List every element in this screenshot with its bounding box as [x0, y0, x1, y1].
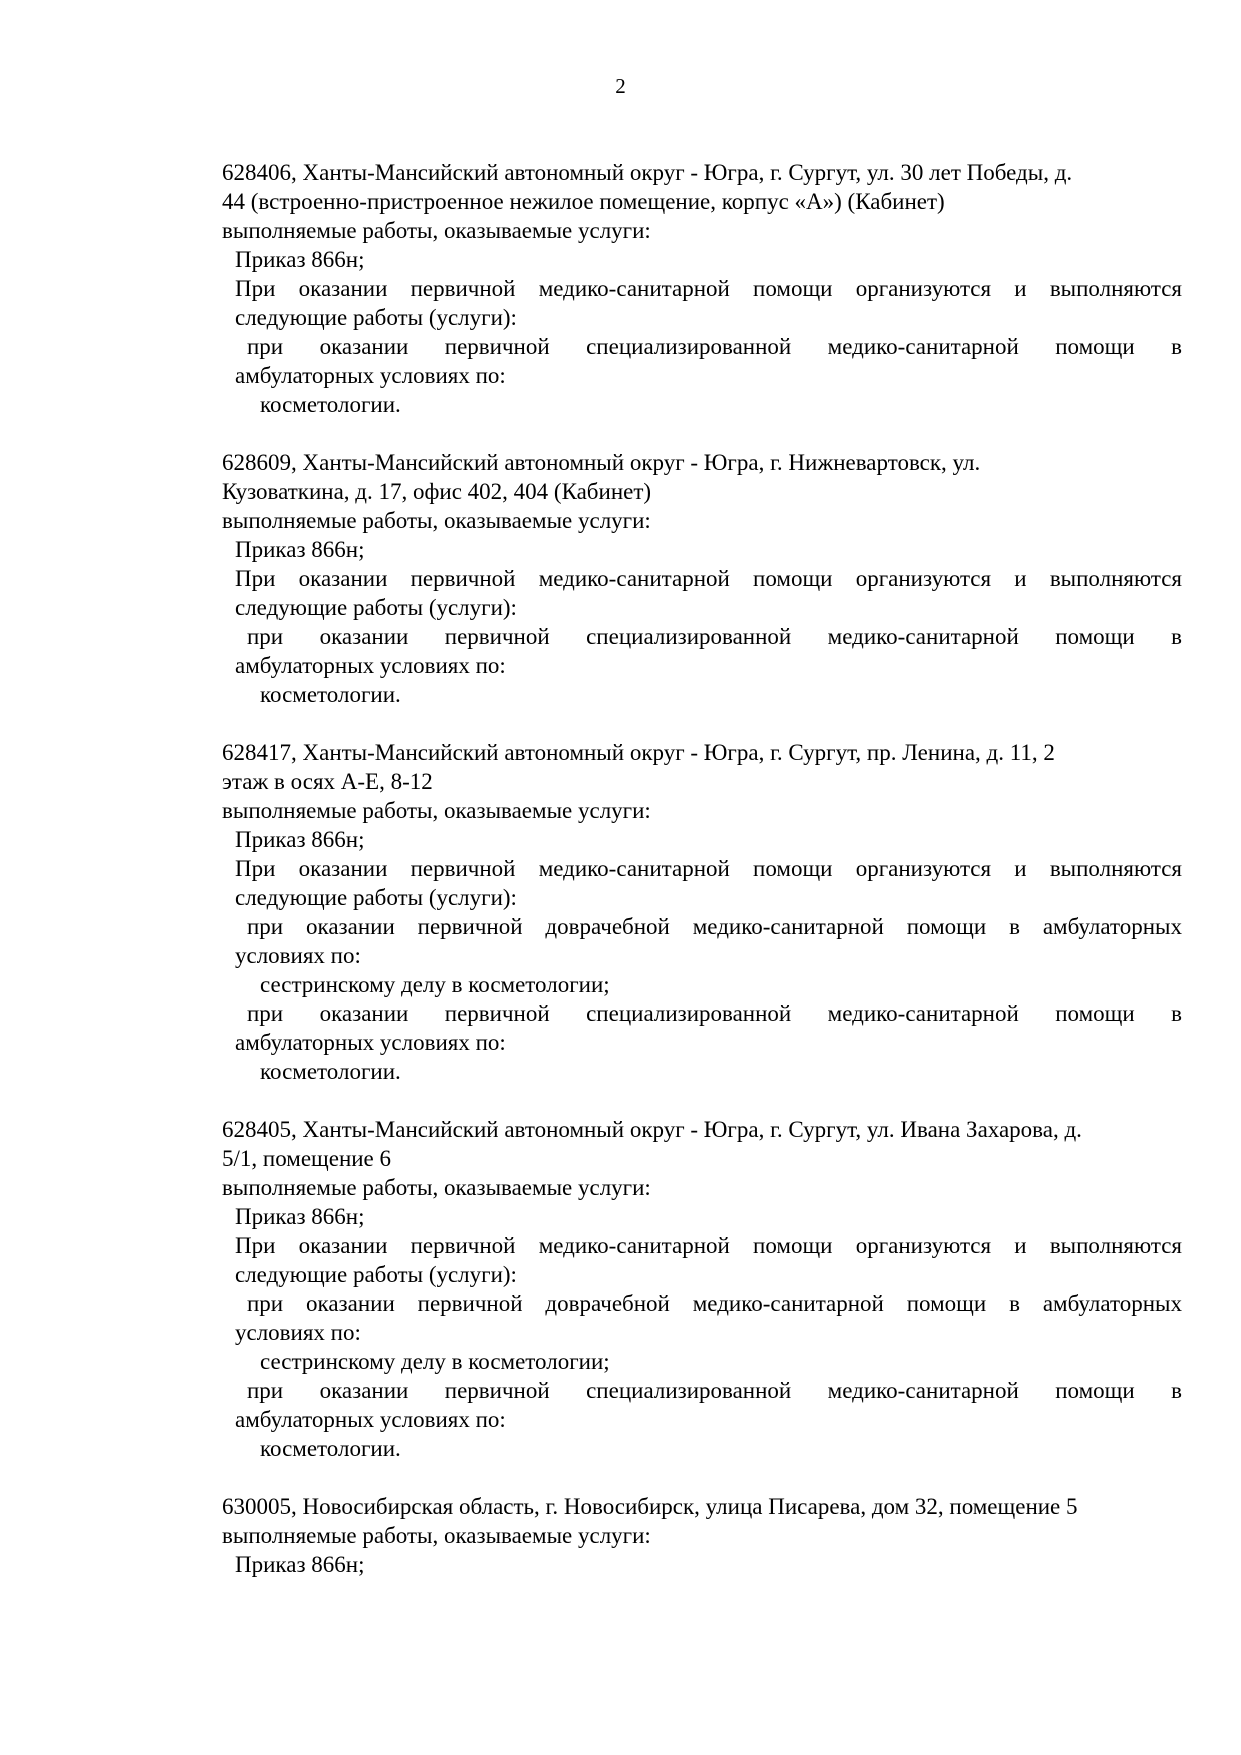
document-body: [222, 158, 1182, 1608]
intro-text: следующие работы (услуги):: [235, 1262, 517, 1287]
address-block: [222, 1115, 1182, 1463]
intro-text: следующие работы (услуги):: [235, 595, 517, 620]
works-label: выполняемые работы, оказываемые услуги:: [222, 508, 651, 533]
address-line: 5/1, помещение 6: [222, 1146, 392, 1171]
care-type: амбулаторных условиях по:: [235, 1030, 506, 1055]
works-label: выполняемые работы, оказываемые услуги:: [222, 1175, 651, 1200]
order-reference: Приказ 866н;: [235, 537, 365, 562]
works-label: выполняемые работы, оказываемые услуги:: [222, 218, 651, 243]
intro-text: следующие работы (услуги):: [235, 305, 517, 330]
address-line: Кузоваткина, д. 17, офис 402, 404 (Кабинет): [222, 479, 652, 504]
address-line: 44 (встроенно-пристроенное нежилое помещение, корпус «А») (Кабинет): [222, 189, 945, 214]
works-label: выполняемые работы, оказываемые услуги:: [222, 1523, 651, 1548]
order-reference: Приказ 866н;: [235, 1204, 365, 1229]
intro-text: следующие работы (услуги):: [235, 885, 517, 910]
address-line: этаж в осях А-Е, 8-12: [222, 769, 433, 794]
care-type: при оказании первичной специализированной медико-санитарной помощи в: [247, 1378, 1182, 1403]
order-reference: Приказ 866н;: [235, 827, 365, 852]
specialty-item: косметологии.: [260, 682, 401, 707]
specialty-item: косметологии.: [260, 392, 401, 417]
care-type: амбулаторных условиях по:: [235, 363, 506, 388]
intro-text: При оказании первичной медико-санитарной помощи организуются и выполняются: [235, 856, 1182, 881]
care-type: при оказании первичной специализированной медико-санитарной помощи в: [247, 334, 1182, 359]
intro-text: При оказании первичной медико-санитарной помощи организуются и выполняются: [235, 566, 1182, 591]
address-line: 628417, Ханты-Мансийский автономный округ - Югра, г. Сургут, пр. Ленина, д. 11, 2: [222, 740, 1055, 765]
address-line: 628406, Ханты-Мансийский автономный округ - Югра, г. Сургут, ул. 30 лет Победы, д.: [222, 160, 1073, 185]
care-type: при оказании первичной специализированной медико-санитарной помощи в: [247, 624, 1182, 649]
address-block: [222, 738, 1182, 1086]
address-line: 628405, Ханты-Мансийский автономный округ - Югра, г. Сургут, ул. Ивана Захарова, д.: [222, 1117, 1082, 1142]
care-type: при оказании первичной доврачебной медико-санитарной помощи в амбулаторных: [247, 914, 1182, 939]
address-block: [222, 1492, 1182, 1579]
care-type: амбулаторных условиях по:: [235, 1407, 506, 1432]
care-type: условиях по:: [235, 943, 361, 968]
specialty-item: сестринскому делу в косметологии;: [260, 972, 610, 997]
order-reference: Приказ 866н;: [235, 247, 365, 272]
intro-text: При оказании первичной медико-санитарной помощи организуются и выполняются: [235, 1233, 1182, 1258]
page-number: 2: [615, 74, 626, 98]
care-type: при оказании первичной специализированной медико-санитарной помощи в: [247, 1001, 1182, 1026]
order-reference: Приказ 866н;: [235, 1552, 365, 1577]
address-line: 628609, Ханты-Мансийский автономный округ - Югра, г. Нижневартовск, ул.: [222, 450, 981, 475]
specialty-item: косметологии.: [260, 1436, 401, 1461]
care-type: при оказании первичной доврачебной медико-санитарной помощи в амбулаторных: [247, 1291, 1182, 1316]
care-type: амбулаторных условиях по:: [235, 653, 506, 678]
specialty-item: косметологии.: [260, 1059, 401, 1084]
intro-text: При оказании первичной медико-санитарной помощи организуются и выполняются: [235, 276, 1182, 301]
address-line: 630005, Новосибирская область, г. Новосибирск, улица Писарева, дом 32, помещение 5: [222, 1494, 1078, 1519]
specialty-item: сестринскому делу в косметологии;: [260, 1349, 610, 1374]
address-block: [222, 448, 1182, 709]
address-block: [222, 158, 1182, 419]
works-label: выполняемые работы, оказываемые услуги:: [222, 798, 651, 823]
care-type: условиях по:: [235, 1320, 361, 1345]
